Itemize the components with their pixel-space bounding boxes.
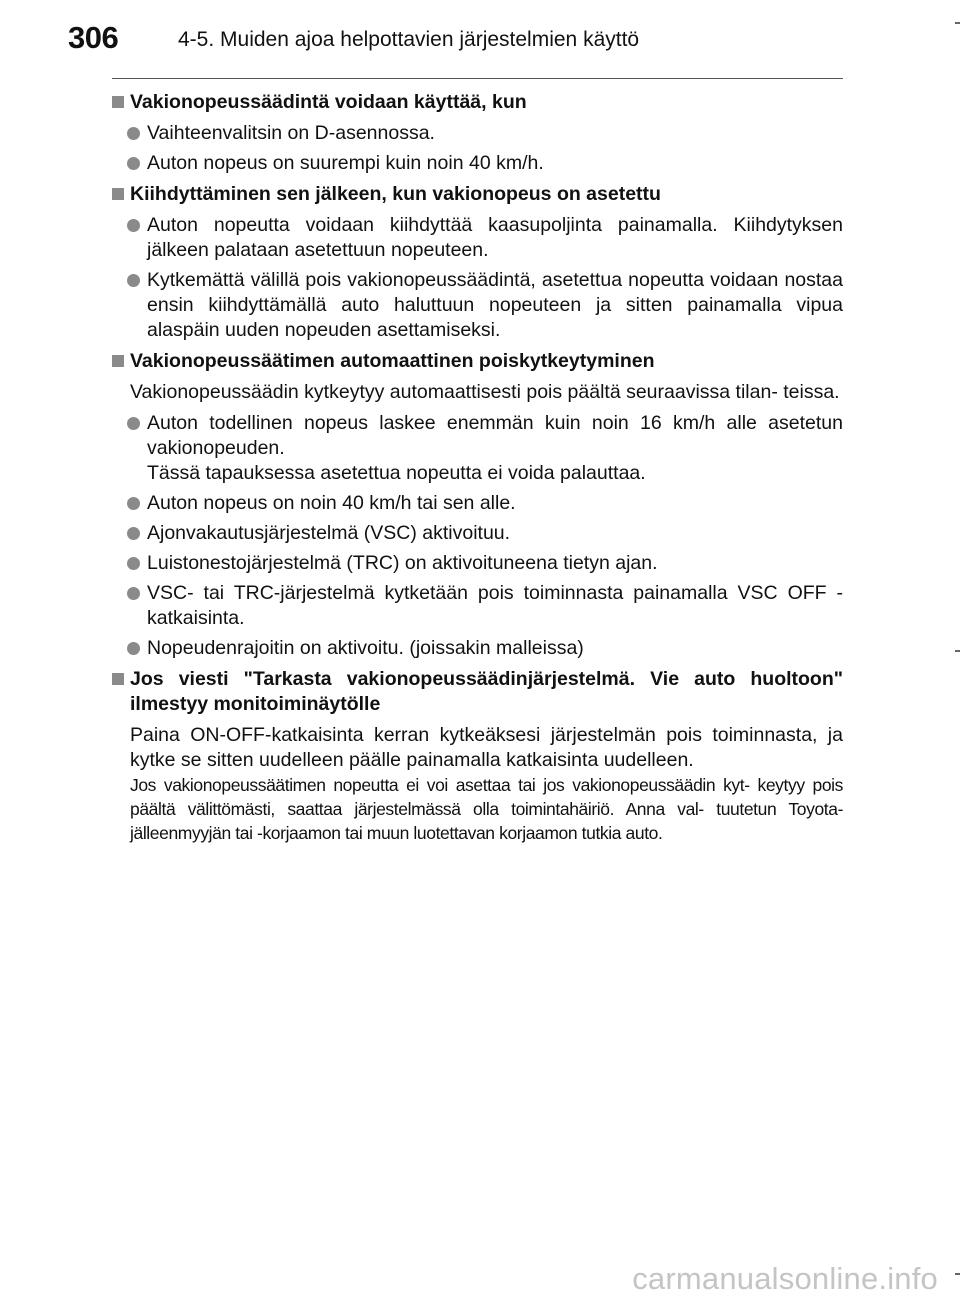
circle-bullet-icon <box>127 527 140 540</box>
circle-bullet-icon <box>127 417 140 430</box>
section-heading-text: Vakionopeussäädintä voidaan käyttää, kun <box>130 91 527 113</box>
square-bullet-icon <box>112 673 124 685</box>
list-item <box>112 268 843 343</box>
page-content <box>112 90 843 845</box>
list-item <box>112 551 843 576</box>
list-item-text: Luistonestojärjestelmä (TRC) on aktivoituneena tietyn ajan. <box>147 552 658 574</box>
list-item <box>112 213 843 263</box>
circle-bullet-icon <box>127 557 140 570</box>
section-heading <box>112 182 843 207</box>
circle-bullet-icon <box>127 127 140 140</box>
list-item-text: Ajonvakautusjärjestelmä (VSC) aktivoituu. <box>147 522 511 544</box>
section-heading-text: Jos viesti "Tarkasta vakionopeussäädinjärjestelmä. Vie auto huoltoon" ilmestyy monitoiminäytölle <box>130 668 843 715</box>
list-item <box>112 636 843 661</box>
list-item <box>112 121 843 146</box>
section-note: Jos vakionopeussäätimen nopeutta ei voi asettaa tai jos vakionopeussäädin kyt- keytyy pois päältä välittömästi, saattaa järjestelmässä olla toimintahäiriö. Anna val- tuutetun Toyota-jälleenmyyjän tai -korjaamon tai muun luotettavan korjaamon tutkia auto. <box>130 775 843 843</box>
list-item <box>112 581 843 631</box>
list-item-extra-text: Tässä tapauksessa asetettua nopeutta ei voida palauttaa. <box>147 462 646 484</box>
list-item <box>112 151 843 176</box>
header-rule <box>112 78 843 79</box>
list-item-text: Auton nopeus on suurempi kuin noin 40 km/h. <box>147 152 544 174</box>
list-item-text: Nopeudenrajoitin on aktivoitu. (joissakin malleissa) <box>147 637 584 659</box>
page-number: 306 <box>68 20 119 55</box>
section-intro: Vakionopeussäädin kytkeytyy automaattisesti pois päältä seuraavissa tilan- teissa. <box>130 381 840 403</box>
list-item-text: Kytkemättä välillä pois vakionopeussäädintä, asetettua nopeutta voidaan nostaa ensin kiihdyttämällä auto haluttuun nopeuteen ja sitten painamalla vipua alaspäin uuden nopeuden asettamiseksi. <box>147 269 843 341</box>
circle-bullet-icon <box>127 219 140 232</box>
square-bullet-icon <box>112 96 124 108</box>
list-item <box>112 491 843 516</box>
list-item-text: VSC- tai TRC-järjestelmä kytketään pois toiminnasta painamalla VSC OFF -katkaisinta. <box>147 582 843 629</box>
section-paragraph: Paina ON-OFF-katkaisinta kerran kytkeäksesi järjestelmän pois toiminnasta, ja kytke se sitten uudelleen päälle painamalla katkaisinta uudelleen. <box>130 724 843 771</box>
circle-bullet-icon <box>127 274 140 287</box>
section-heading <box>112 667 843 717</box>
circle-bullet-icon <box>127 157 140 170</box>
list-item <box>112 521 843 546</box>
list-item-text: Auton nopeus on noin 40 km/h tai sen alle. <box>147 492 516 514</box>
list-item-text: Auton nopeutta voidaan kiihdyttää kaasupoljinta painamalla. Kiihdytyksen jälkeen palataan asetettuun nopeuteen. <box>147 214 843 261</box>
section-heading-text: Kiihdyttäminen sen jälkeen, kun vakionopeus on asetettu <box>130 183 661 205</box>
section-heading-text: Vakionopeussäätimen automaattinen poiskytkeytyminen <box>130 350 655 372</box>
circle-bullet-icon <box>127 497 140 510</box>
square-bullet-icon <box>112 188 124 200</box>
section-heading <box>112 349 843 374</box>
section-heading <box>112 90 843 115</box>
crop-mark-top-right <box>955 22 960 24</box>
list-item-text: Vaihteenvalitsin on D-asennossa. <box>147 122 435 144</box>
circle-bullet-icon <box>127 587 140 600</box>
circle-bullet-icon <box>127 642 140 655</box>
square-bullet-icon <box>112 355 124 367</box>
watermark: carmanualsonline.info <box>632 1261 938 1296</box>
section-title: 4-5. Muiden ajoa helpottavien järjestelmien käyttö <box>178 28 640 51</box>
crop-mark-bottom-right <box>955 1273 960 1275</box>
crop-mark-mid-right <box>955 650 960 652</box>
list-item-text: Auton todellinen nopeus laskee enemmän kuin noin 16 km/h alle asetetun vakionopeuden. <box>147 412 843 459</box>
list-item <box>112 411 843 486</box>
